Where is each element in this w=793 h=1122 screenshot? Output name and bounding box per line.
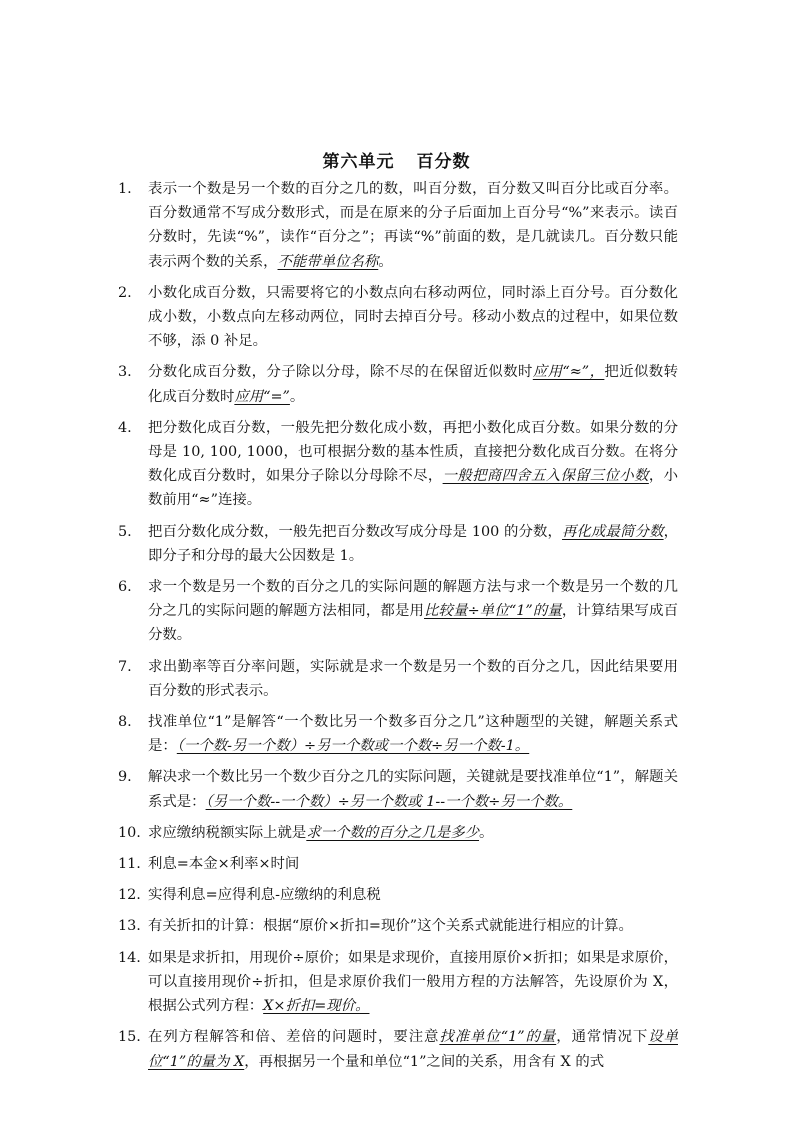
underlined-key-phrase: 再化成最简分数 — [562, 523, 664, 540]
item-number: 10. — [118, 824, 141, 841]
item-text: ，计算结果写成百分数。 — [148, 603, 678, 644]
underlined-key-phrase: （一个数-另一个数）÷另一个数或一个数÷另一个数-1。 — [176, 738, 530, 755]
list-item — [118, 710, 678, 758]
item-text: 实得利息=应得利息-应缴纳的利息税 — [148, 887, 381, 904]
list-item — [118, 821, 678, 845]
item-number: 3. — [118, 364, 132, 381]
title-unit: 第六单元 — [322, 152, 395, 172]
knowledge-point-list — [118, 177, 678, 1081]
list-item — [118, 281, 678, 354]
item-number: 9. — [118, 769, 132, 786]
item-text: 把分数化成百分数，一般先把分数化成小数，再把小数化成百分数。如果分数的分母是 10, 100, 1000，也可根据分数的基本性质，直接把分数化成百分数。在将分数化成百分数时，如果分子除以分母除不尽， — [148, 419, 678, 485]
list-item — [118, 520, 678, 568]
item-text: 。 — [479, 824, 494, 841]
item-text: 求出勤率等百分率问题，实际就是求一个数是另一个数的百分之几，因此结果要用百分数的形式表示。 — [148, 658, 678, 699]
item-text: ，再根据另一个量和单位“1”之间的关系，用含有 X 的式 — [244, 1053, 605, 1070]
item-number: 12. — [118, 887, 141, 904]
item-number: 5. — [118, 523, 132, 540]
item-text: 。 — [289, 388, 305, 405]
list-item — [118, 416, 678, 513]
list-item — [118, 946, 678, 1019]
item-text: ，即分子和分母的最大公因数是 1。 — [148, 523, 678, 564]
item-text: 求应缴纳税额实际上就是 — [148, 824, 307, 841]
item-text: 。 — [378, 253, 393, 270]
list-item — [118, 852, 678, 876]
item-number: 15. — [118, 1029, 141, 1046]
item-number: 11. — [118, 856, 141, 873]
item-number: 8. — [118, 714, 132, 731]
item-number: 2. — [118, 284, 132, 301]
underlined-key-phrase: 一般把商四舍五入保留三位小数 — [442, 468, 649, 485]
list-item — [118, 177, 678, 274]
list-item — [118, 1025, 678, 1073]
item-text: 在列方程解答和倍、差倍的问题时，要注意 — [148, 1029, 440, 1046]
item-text: 利息=本金×利率×时间 — [148, 856, 300, 873]
item-text: 小数化成百分数，只需要将它的小数点向右移动两位，同时添上百分号。百分数化成小数，小数点向左移动两位，同时去掉百分号。移动小数点的过程中，如果位数不够，添 0 补足。 — [148, 284, 678, 350]
item-text: 表示一个数是另一个数的百分之几的数，叫百分数，百分数又叫百分比或百分率。百分数通常不写成分数形式，而是在原来的分子后面加上百分号“%”来表示。读百分数时，先读“%”，读作“百分之”；再读“%”前面的数，是几就读几。百分数只能表示两个数的关系， — [148, 181, 678, 270]
underlined-key-phrase: （另一个数--一个数）÷另一个数或 1--一个数÷另一个数。 — [205, 793, 573, 810]
item-number: 7. — [118, 658, 132, 675]
item-text: 解决求一个数比另一个数少百分之几的实际问题，关键就是要找准单位“1”，解题关系式是： — [148, 769, 678, 810]
item-number: 6. — [118, 579, 132, 596]
item-number: 14. — [118, 949, 141, 966]
item-text: 找准单位“1”是解答“一个数比另一个数多百分之几”这种题型的关键，解题关系式是： — [148, 714, 678, 755]
underlined-key-phrase: 不能带单位名称 — [277, 253, 379, 270]
underlined-key-phrase: 比较量÷单位“1”的量 — [424, 603, 562, 620]
list-item — [118, 575, 678, 648]
item-text: 有关折扣的计算：根据“原价×折扣=现价”这个关系式就能进行相应的计算。 — [148, 918, 633, 935]
page-title — [0, 147, 793, 172]
underlined-key-phrase: 应用“≈”， — [532, 364, 605, 381]
underlined-key-phrase: 求一个数的百分之几是多少 — [306, 824, 480, 841]
item-number: 13. — [118, 918, 141, 935]
item-number: 4. — [118, 419, 132, 436]
item-text: 求一个数是另一个数的百分之几的实际问题的解题方法与求一个数是另一个数的几分之几的实际问题的解题方法相同，都是用 — [148, 579, 678, 620]
list-item — [118, 883, 678, 907]
underlined-key-phrase: 设单位“1”的量为 X — [148, 1029, 678, 1070]
item-text: 把近似数转化成百分数时 — [148, 364, 678, 405]
item-text: 把百分数化成分数，一般先把百分数改写成分母是 100 的分数， — [148, 523, 563, 540]
item-text: ，通常情况下 — [556, 1029, 649, 1046]
title-topic: 百分数 — [416, 152, 471, 172]
item-text: ，小数前用“≈”连接。 — [148, 468, 678, 509]
item-number: 1. — [118, 181, 132, 197]
underlined-key-phrase: 应用“=” — [234, 388, 290, 405]
underlined-key-phrase: 找准单位“1”的量 — [439, 1029, 557, 1046]
list-item — [118, 655, 678, 703]
item-text: 如果是求折扣，用现价÷原价；如果是求现价，直接用原价×折扣；如果是求原价，可以直接用现价÷折扣，但是求原价我们一般用方程的方法解答，先设原价为 X，根据公式列方程： — [148, 949, 678, 1015]
list-item — [118, 360, 678, 408]
list-item — [118, 914, 678, 938]
list-item — [118, 765, 678, 813]
underlined-key-phrase: X×折扣=现价。 — [263, 998, 370, 1015]
item-text: 分数化成百分数，分子除以分母，除不尽的在保留近似数时 — [148, 364, 533, 381]
